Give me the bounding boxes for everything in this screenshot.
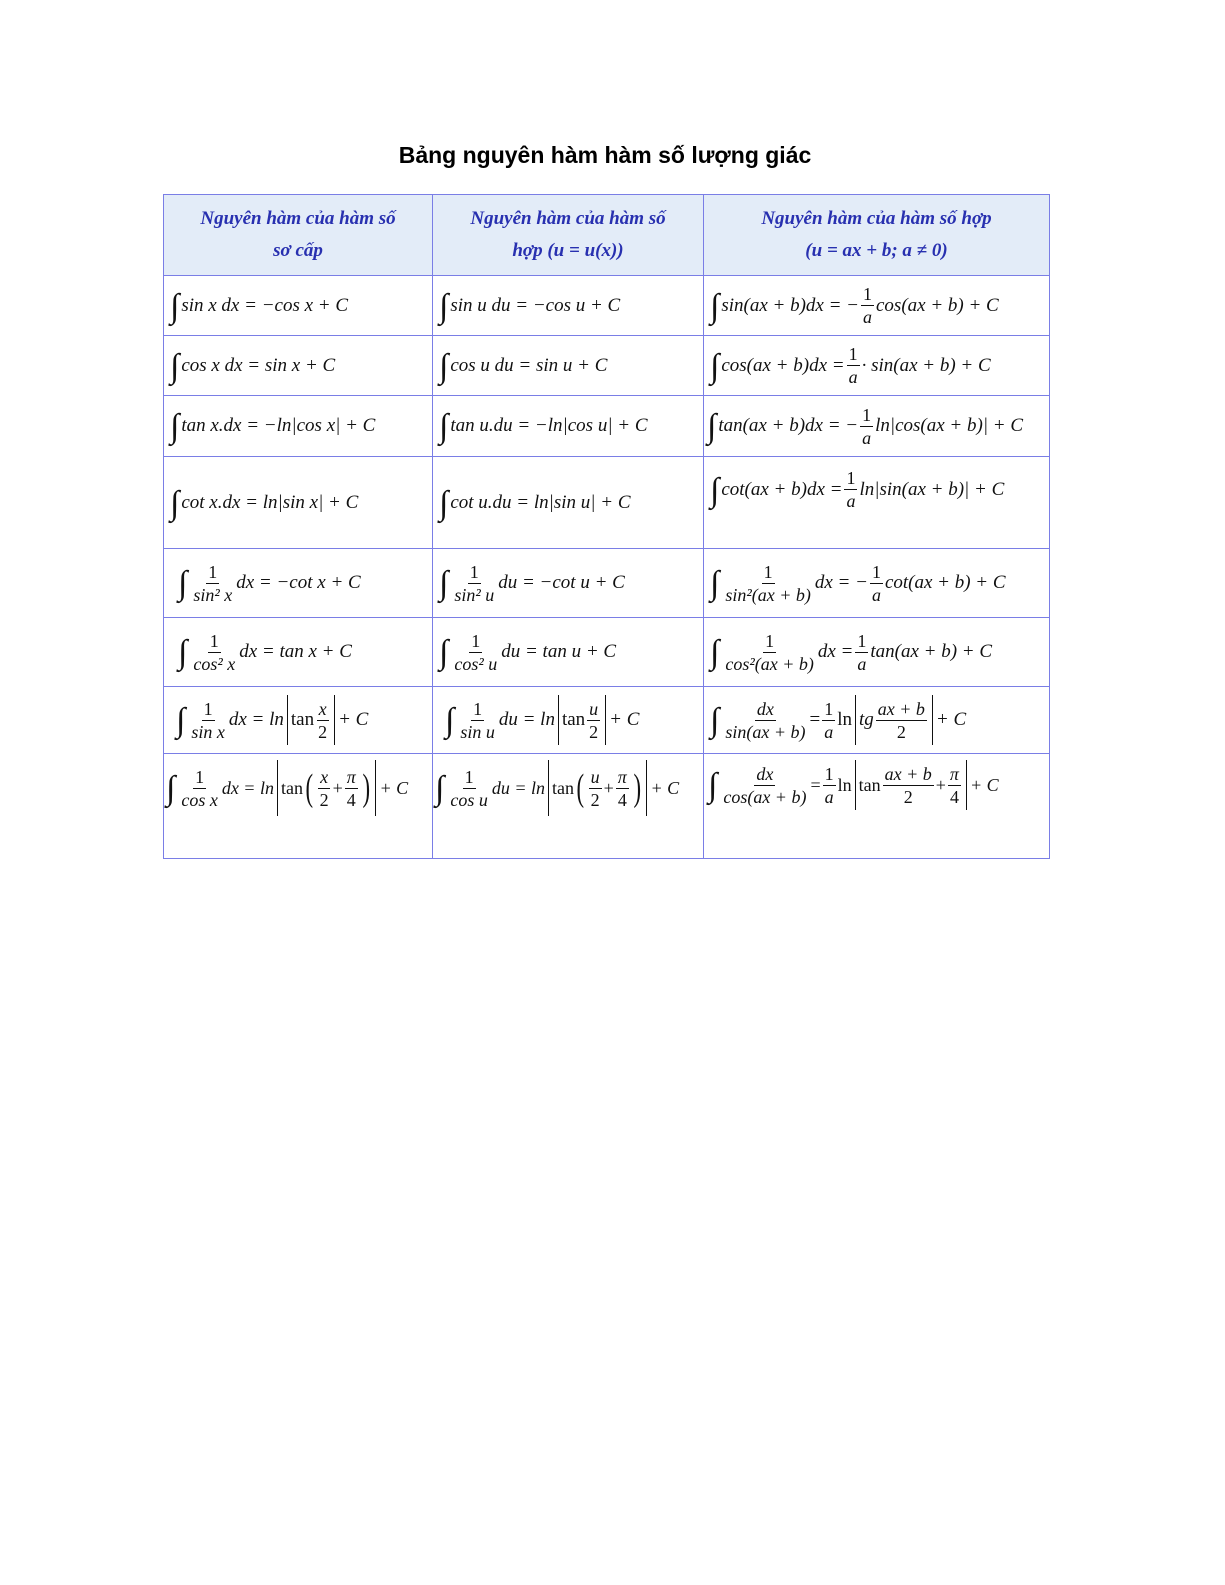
formula-cell: ∫ $\frac{dx}{\sin(ax + b)}$ = $\frac{1}{a}$ ln tg ax + b 2 + C [704,687,1050,754]
formula-cell: ∫ tan x.dx = −ln|cos x| + C [164,396,433,457]
formula-cell: ∫ tan(ax + b)dx = − $\frac{1}{a}$ ln|cos(ax + b)| + C [704,396,1050,457]
table-row [164,336,1050,396]
formula-cell: ∫ 1 sin² u du = −cot u + C [433,549,704,618]
formula-cell: ∫ 1 cos² u du = tan u + C [433,618,704,687]
formula-cell: ∫ sin(ax + b)dx = − $\frac{1}{a}$ cos(ax + b) + C [704,276,1050,336]
formula-cell: ∫ 1 sin x dx = ln tan x 2 + C [164,687,433,754]
formula-cell: ∫ $\frac{dx}{\cos(ax + b)}$ = $\frac{1}{a}$ ln tan ax + b 2 + $\frac{\pi}{4}$ + C [704,754,1050,859]
table-row [164,754,1050,859]
formula-cell: ∫ 1 cos x dx = ln tan ( x 2 + $\frac{\pi}{4}$ ) + C [164,754,433,859]
header-cell-elementary: Nguyên hàm của hàm số sơ cấp [164,195,433,276]
table-header-row [164,195,1050,276]
header-cell-linear: Nguyên hàm của hàm số hợp (u = ax + b; a ≠ 0) [704,195,1050,276]
page-title: Bảng nguyên hàm hàm số lượng giác [398,142,812,168]
formula-cell: ∫ cot(ax + b)dx = $\frac{1}{a}$ ln|sin(ax + b)| + C [704,457,1050,549]
formula-cell: ∫ sin u du = −cos u + C [433,276,704,336]
table-row [164,549,1050,618]
formula-cell: ∫ sin x dx = −cos x + C [164,276,433,336]
table-row [164,396,1050,457]
table-row [164,687,1050,754]
formula-cell: ∫ 1 sin u du = ln tan u 2 + C [433,687,704,754]
formula-cell: ∫ 1 cos² x dx = tan x + C [164,618,433,687]
formula-cell: ∫ 1 sin² x dx = −cot x + C [164,549,433,618]
formula-cell: ∫ cos x dx = sin x + C [164,336,433,396]
formula-cell: ∫ cot u.du = ln|sin u| + C [433,457,704,549]
formula-cell: ∫ cos u du = sin u + C [433,336,704,396]
table-row [164,457,1050,549]
formula-cell: ∫ 1 cos u du = ln tan ( u 2 + $\frac{\pi}{4}$ ) + C [433,754,704,859]
table-row [164,276,1050,336]
formula-cell: ∫ cos(ax + b)dx = $\frac{1}{a}$ · sin(ax + b) + C [704,336,1050,396]
antiderivative-table [163,194,1050,859]
formula-cell: ∫ tan u.du = −ln|cos u| + C [433,396,704,457]
table-row [164,618,1050,687]
formula-cell: ∫ 1 sin²(ax + b) dx = − $\frac{1}{a}$ cot(ax + b) + C [704,549,1050,618]
formula-cell: ∫ 1 cos²(ax + b) dx = $\frac{1}{a}$ tan(ax + b) + C [704,618,1050,687]
formula-cell: ∫ cot x.dx = ln|sin x| + C [164,457,433,549]
header-cell-composite: Nguyên hàm của hàm số hợp (u = u(x)) [433,195,704,276]
